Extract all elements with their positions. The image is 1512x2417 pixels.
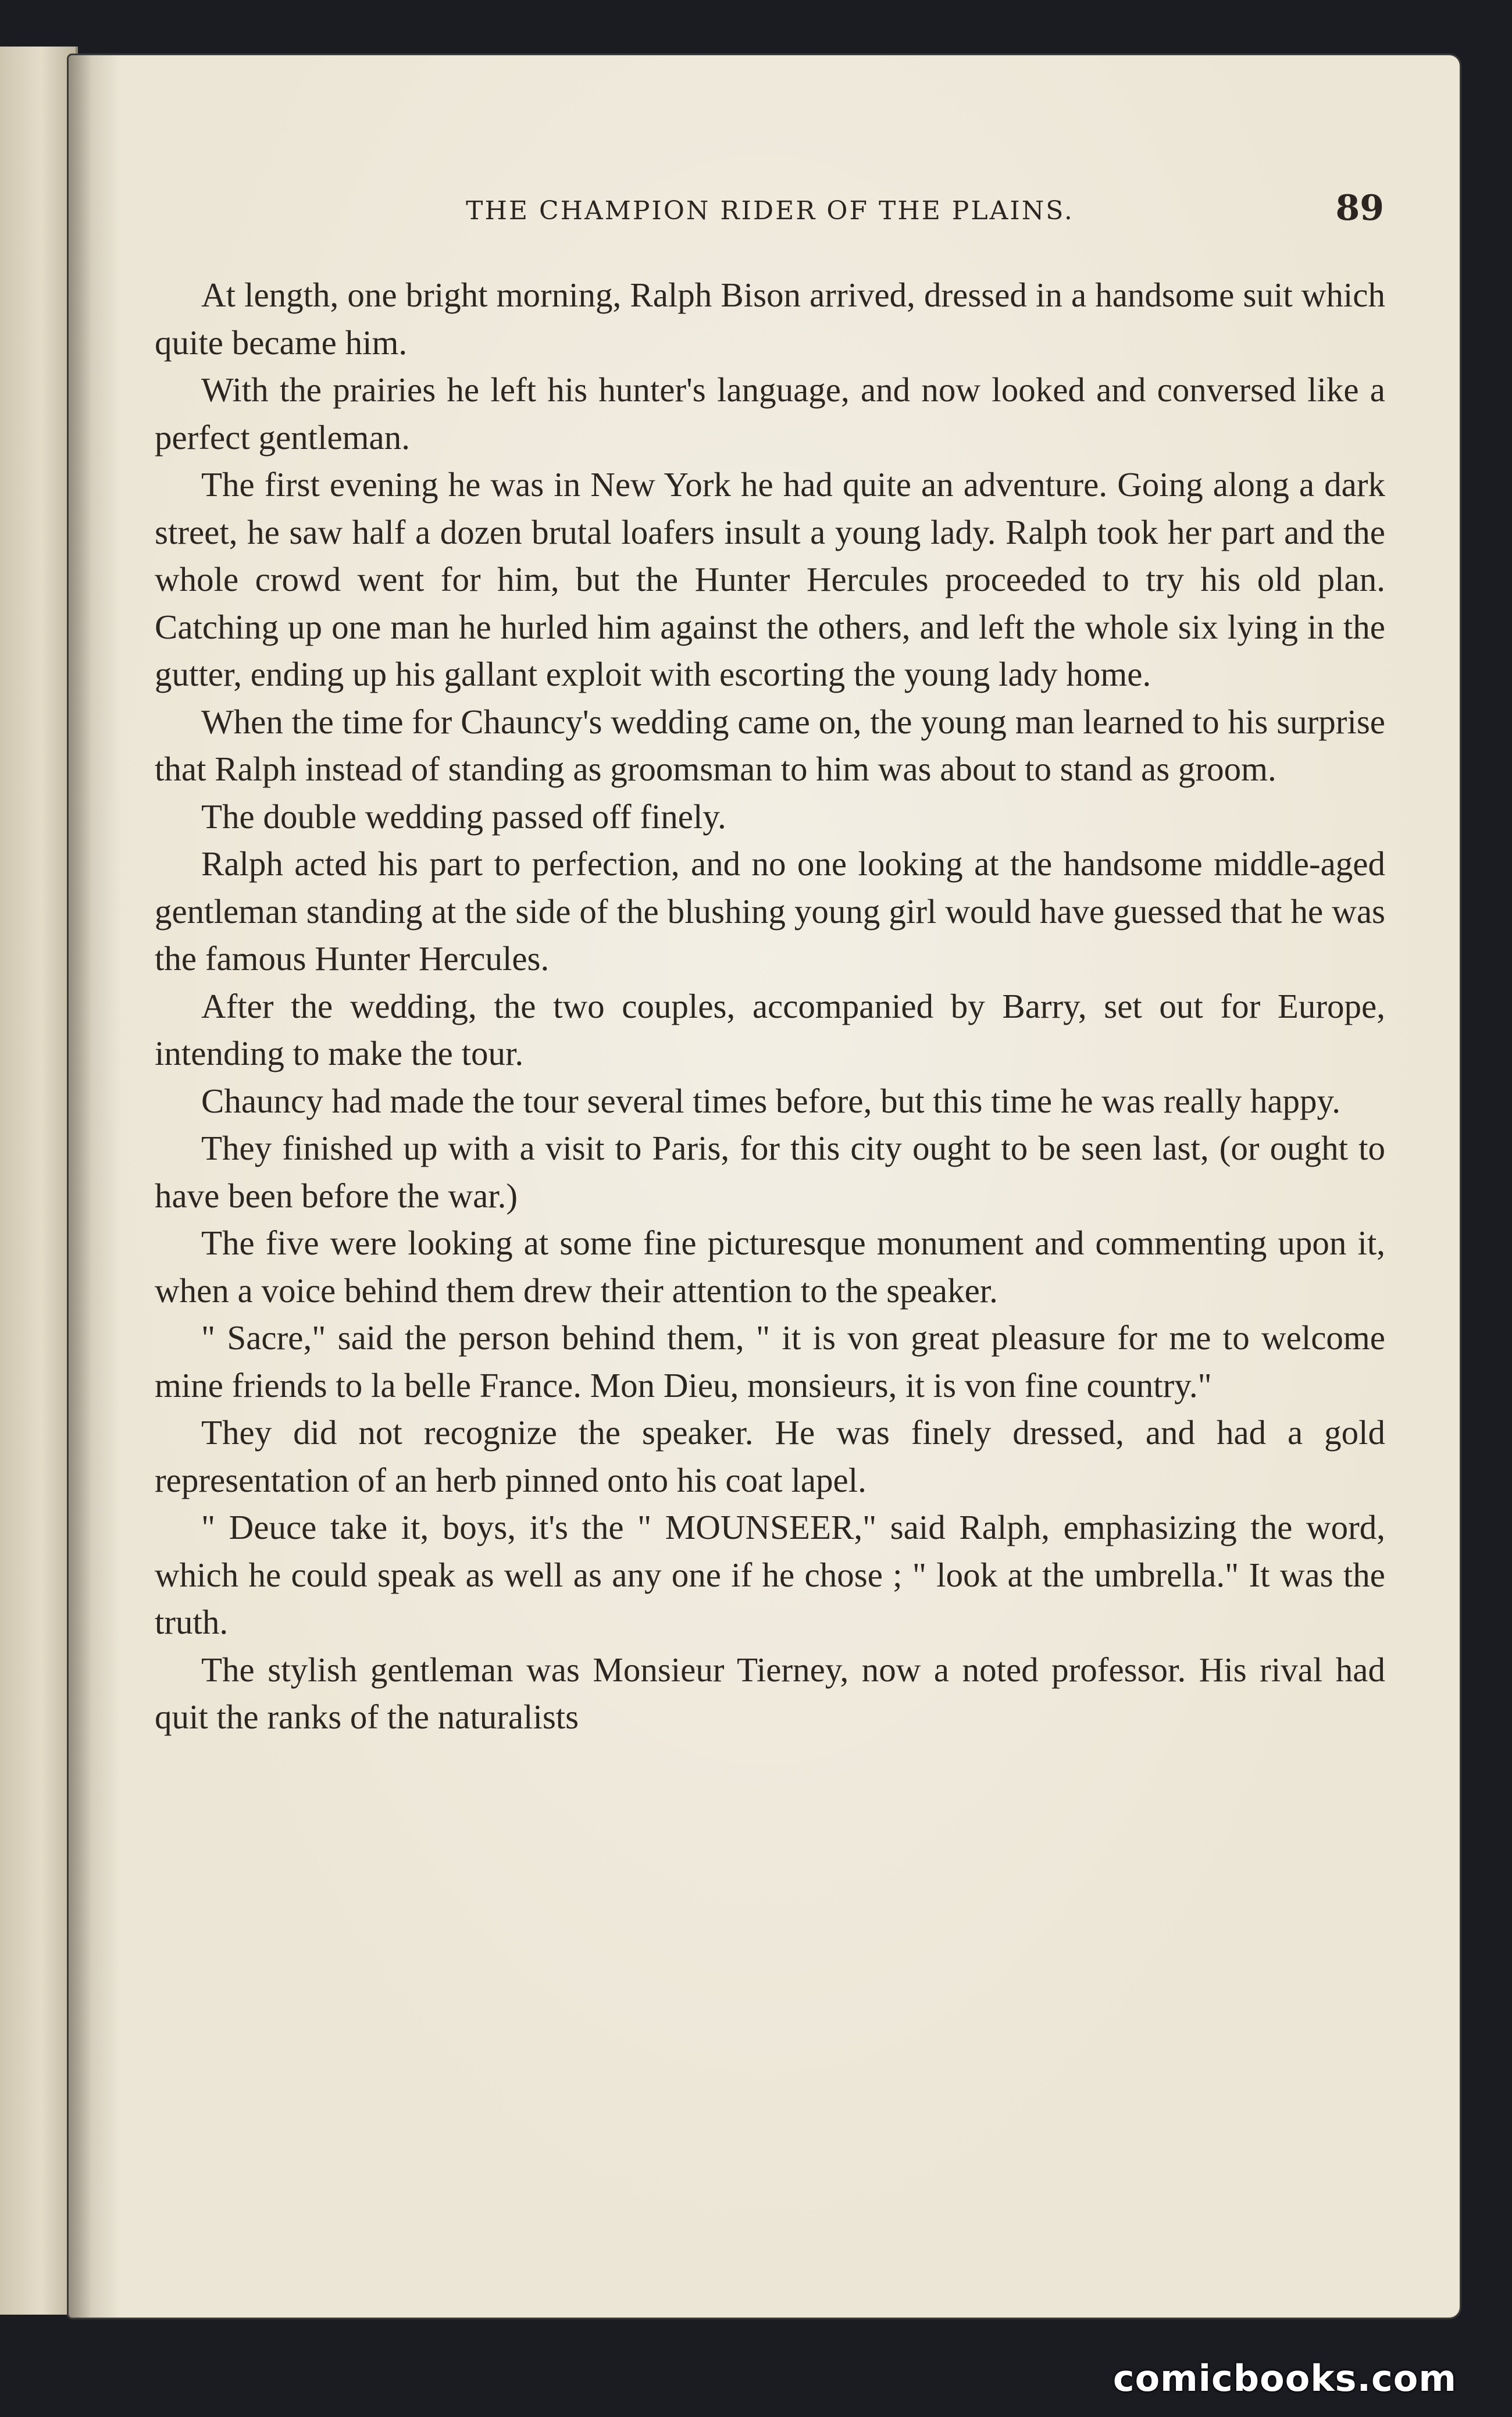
paragraph-14: The stylish gentleman was Monsieur Tierney, now a noted professor. His rival had quit the ranks of the naturalists [155, 1650, 1385, 1736]
paragraph-3: The first evening he was in New York he had quite an adventure. Going along a dark street, he saw half a dozen brutal loafers insult a young lady. Ralph took her part and the whole crowd went for him, but the Hunter Hercules proceeded to try his old plan. Catching up one man he hurled him against the others, and left the whole six lying in the gutter, ending up his gallant exploit with escorting the young lady home. [155, 465, 1385, 693]
spine-shadow [69, 55, 92, 2318]
paragraph-7: After the wedding, the two couples, accompanied by Barry, set out for Europe, intending to make the tour. [155, 986, 1385, 1072]
page-number: 89 [1335, 188, 1384, 229]
paragraph-8: Chauncy had made the tour several times before, but this time he was really happy. [201, 1081, 1340, 1120]
paragraph-9: They finished up with a visit to Paris, for this city ought to be seen last, (or ought to have been before the war.) [155, 1129, 1385, 1215]
page-header [156, 188, 1384, 246]
paragraph-12: They did not recognize the speaker. He was finely dressed, and had a gold representation of an herb pinned onto his coat lapel. [155, 1413, 1385, 1499]
paragraph-5: The double wedding passed off finely. [201, 797, 726, 836]
paragraph-1: At length, one bright morning, Ralph Bison arrived, dressed in a handsome suit which quite became him. [155, 276, 1385, 362]
paragraph-4: When the time for Chauncy's wedding came on, the young man learned to his surprise that Ralph instead of standing as groomsman to him was about to stand as groom. [155, 702, 1385, 788]
paragraph-13: " Deuce take it, boys, it's the " MOUNSEER," said Ralph, emphasizing the word, which he could speak as well as any one if he chose ; " look at the umbrella." It was the truth. [155, 1508, 1385, 1641]
paragraph-11: " Sacre," said the person behind them, " it is von great pleasure for me to welcome mine friends to la belle France. Mon Dieu, monsieurs, it is von fine country." [155, 1318, 1385, 1404]
page-body [155, 272, 1385, 1741]
paragraph-2: With the prairies he left his hunter's language, and now looked and conversed like a perfect gentleman. [155, 370, 1385, 457]
book-page [69, 55, 1460, 2318]
paragraph-10: The five were looking at some fine picturesque monument and commenting upon it, when a voice behind them drew their attention to the speaker. [155, 1224, 1385, 1310]
watermark: comicbooks.com [1112, 2357, 1457, 2400]
paragraph-6: Ralph acted his part to perfection, and no one looking at the handsome middle-aged gentleman standing at the side of the blushing young girl would have guessed that he was the famous Hunter Hercules. [155, 844, 1385, 978]
previous-page-edge [0, 47, 78, 2315]
running-title: THE CHAMPION RIDER OF THE PLAINS. [466, 196, 1074, 226]
